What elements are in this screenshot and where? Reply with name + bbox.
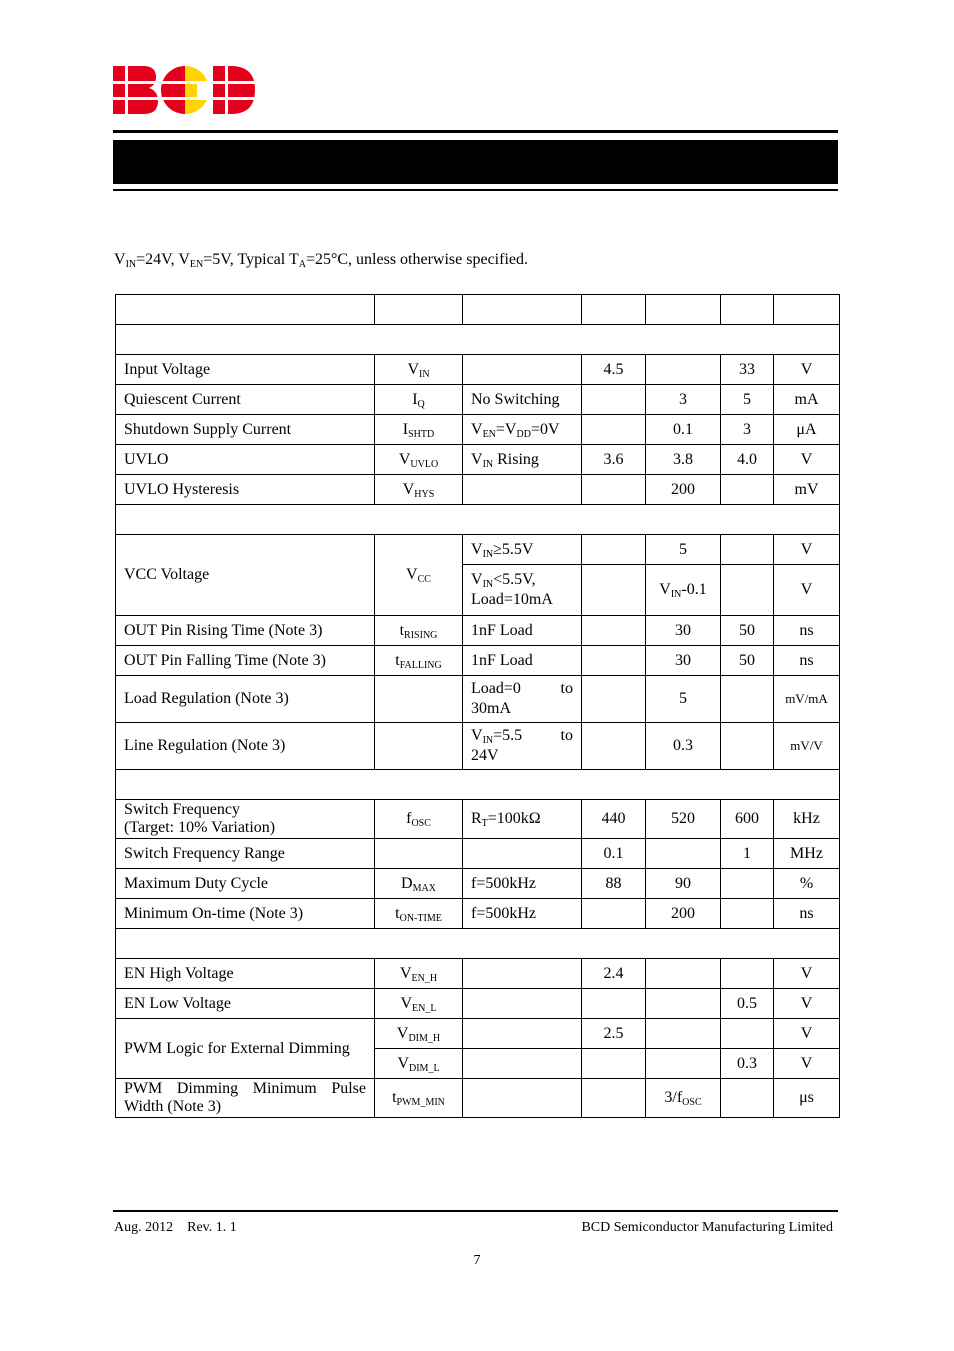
header-typ: [646, 295, 721, 325]
footer-rule: [113, 1210, 838, 1212]
subscript: IN: [482, 458, 494, 470]
cell-unit: kHz: [774, 800, 840, 839]
cell-max: [721, 899, 774, 929]
word: Pulse: [331, 1080, 366, 1097]
cell-symbol: [375, 839, 463, 869]
header-max: [721, 295, 774, 325]
word: PWM: [124, 1080, 163, 1097]
cell-conditions: $V_{IN}\ge 5.5V$: [463, 535, 582, 565]
cell-min: 440: [582, 800, 646, 839]
cell-min: [582, 616, 646, 646]
cell-max: [721, 869, 774, 899]
cell-max: 5: [721, 385, 774, 415]
cell-conditions: $R_T=100k\Omega$: [463, 800, 582, 839]
footer-company: BCD Semiconductor Manufacturing Limited: [581, 1220, 833, 1235]
cell-parameter: Switch Frequency (Target: 10% Variation): [116, 800, 375, 839]
table-row: [116, 646, 840, 676]
header-rule: [113, 130, 838, 133]
subscript: IN: [419, 368, 430, 380]
cell-typ: 3.8: [646, 445, 721, 475]
logo-letter-c: [161, 66, 211, 114]
footer-date: Aug. 2012: [114, 1220, 174, 1235]
logo-letter-b: [113, 66, 158, 114]
cell-max: 0.3: [721, 1049, 774, 1079]
cell-parameter: PWM Logic for External Dimming: [116, 1019, 375, 1079]
cell-parameter: Input Voltage: [116, 355, 375, 385]
cell-conditions: f=500kHz: [463, 899, 582, 929]
cell-max: [721, 723, 774, 770]
cell-parameter: Minimum On-time (Note 3): [116, 899, 375, 929]
cell-parameter: Line Regulation (Note 3): [116, 723, 375, 770]
subscript: Q: [417, 398, 425, 410]
cell-typ: [646, 1019, 721, 1049]
subscript: IN: [482, 579, 494, 590]
cell-conditions: $V_{EN}=V_{DD}=0V$: [463, 415, 582, 445]
cell-parameter: Switch Frequency Range: [116, 839, 375, 869]
cell-unit: V: [774, 445, 840, 475]
subscript: A: [298, 259, 306, 270]
cell-typ: [646, 989, 721, 1019]
cell-symbol: $V_{EN\_L}$: [375, 989, 463, 1019]
header-underline: [113, 189, 838, 191]
cell-parameter: OUT Pin Rising Time (Note 3): [116, 616, 375, 646]
cell-unit: V: [774, 355, 840, 385]
subscript: IN: [482, 548, 494, 560]
subscript: IN: [125, 259, 137, 270]
cell-symbol: $f_{OSC}$: [375, 800, 463, 839]
cell-typ: [646, 355, 721, 385]
word: to: [560, 680, 573, 697]
word: $V_{IN}=5.5$: [471, 727, 523, 746]
cell-symbol: $D_{MAX}$: [375, 869, 463, 899]
cell-unit: MHz: [774, 839, 840, 869]
cell-typ: [646, 959, 721, 989]
subscript: EN_H: [411, 972, 438, 984]
cell-unit: %: [774, 869, 840, 899]
subscript: RISING: [404, 629, 438, 641]
cell-conditions: [463, 1079, 582, 1118]
cell-symbol: $V_{EN\_H}$: [375, 959, 463, 989]
cell-max: 1: [721, 839, 774, 869]
cell-typ: 0.1: [646, 415, 721, 445]
cell-typ: 5: [646, 535, 721, 565]
subscript: DIM_L: [409, 1062, 440, 1074]
cell-conditions: [463, 989, 582, 1019]
cell-unit: mV/V: [774, 723, 840, 770]
cell-min: [582, 723, 646, 770]
cell-unit: V: [774, 959, 840, 989]
cell-typ: 5: [646, 676, 721, 723]
cell-min: 2.5: [582, 1019, 646, 1049]
justified-line: [471, 679, 573, 699]
word: Minimum: [252, 1080, 317, 1097]
cell-min: 2.4: [582, 959, 646, 989]
cell-symbol: $V_{HYS}$: [375, 475, 463, 505]
cell-conditions: 1nF Load: [463, 646, 582, 676]
cell-symbol: [375, 723, 463, 770]
table-row: [116, 355, 840, 385]
cell-min: [582, 1079, 646, 1118]
cell-unit: V: [774, 565, 840, 616]
cell-conditions: No Switching: [463, 385, 582, 415]
section-row: [116, 505, 840, 535]
header-parameter: [116, 295, 375, 325]
cell-conditions: [463, 959, 582, 989]
cell-max: [721, 676, 774, 723]
table-row: [116, 385, 840, 415]
cell-unit: V: [774, 989, 840, 1019]
cell-max: [721, 535, 774, 565]
bcd-logo: [113, 66, 255, 114]
table-row: [116, 616, 840, 646]
table-row: [116, 535, 840, 565]
cell-min: 0.1: [582, 839, 646, 869]
cell-min: [582, 535, 646, 565]
cell-conditions: $V_{IN}=5.5$ to 24V: [463, 723, 582, 770]
subscript: OSC: [682, 1097, 702, 1108]
table-row: [116, 475, 840, 505]
cell-min: [582, 989, 646, 1019]
cell-min: [582, 385, 646, 415]
cell-parameter: Shutdown Supply Current: [116, 415, 375, 445]
cell-min: [582, 676, 646, 723]
cell-min: [582, 646, 646, 676]
cell-max: [721, 565, 774, 616]
section-label: [116, 929, 840, 959]
logo-letter-d: [213, 66, 255, 114]
cell-unit: μs: [774, 1079, 840, 1118]
cell-unit: mV/mA: [774, 676, 840, 723]
cell-typ: $3/f_{OSC}$: [646, 1079, 721, 1118]
subscript: EN: [189, 259, 204, 270]
cell-unit: mV: [774, 475, 840, 505]
subscript: DD: [516, 428, 531, 440]
cell-typ: [646, 839, 721, 869]
cell-max: 50: [721, 616, 774, 646]
cell-symbol: $V_{CC}$: [375, 535, 463, 616]
cell-min: 3.6: [582, 445, 646, 475]
cell-symbol: $t_{ON-TIME}$: [375, 899, 463, 929]
table-row: [116, 1079, 840, 1118]
table-header-row: [116, 295, 840, 325]
cell-max: [721, 959, 774, 989]
cell-unit: V: [774, 1019, 840, 1049]
cell-min: [582, 565, 646, 616]
subscript: EN: [482, 428, 496, 440]
cell-symbol: $t_{PWM\_MIN}$: [375, 1079, 463, 1118]
cell-typ: 520: [646, 800, 721, 839]
cell-conditions: [463, 475, 582, 505]
cell-conditions: [463, 355, 582, 385]
cell-max: 3: [721, 415, 774, 445]
cell-typ: 30: [646, 616, 721, 646]
subscript: SHTD: [408, 428, 435, 440]
section-row: [116, 770, 840, 800]
table-row: [116, 415, 840, 445]
cell-typ: 200: [646, 899, 721, 929]
cell-max: 50: [721, 646, 774, 676]
subscript: T: [481, 818, 488, 829]
subscript: IN: [482, 735, 494, 746]
footer-revision: Rev. 1. 1: [187, 1220, 237, 1235]
header-conditions: [463, 295, 582, 325]
word: Load=0: [471, 680, 521, 697]
cell-parameter: UVLO: [116, 445, 375, 475]
word: to: [560, 727, 573, 744]
cell-unit: V: [774, 535, 840, 565]
section-label: [116, 505, 840, 535]
cell-conditions: [463, 839, 582, 869]
cell-unit: mA: [774, 385, 840, 415]
cell-min: [582, 899, 646, 929]
cell-unit: μA: [774, 415, 840, 445]
table-row: [116, 723, 840, 770]
cell-symbol: $t_{FALLING}$: [375, 646, 463, 676]
cell-max: 4.0: [721, 445, 774, 475]
subscript: CC: [417, 574, 431, 585]
cell-symbol: $I_{SHTD}$: [375, 415, 463, 445]
cell-typ: 90: [646, 869, 721, 899]
cell-unit: ns: [774, 899, 840, 929]
cell-unit: ns: [774, 616, 840, 646]
cell-min: 4.5: [582, 355, 646, 385]
table-row: [116, 869, 840, 899]
cell-parameter: EN Low Voltage: [116, 989, 375, 1019]
cell-conditions: 1nF Load: [463, 616, 582, 646]
electrical-characteristics-table: [115, 294, 840, 1118]
justified-line: [124, 1080, 366, 1098]
cell-symbol: $V_{IN}$: [375, 355, 463, 385]
cell-symbol: $t_{RISING}$: [375, 616, 463, 646]
cell-symbol: $I_Q$: [375, 385, 463, 415]
cell-min: [582, 1049, 646, 1079]
cell-max: [721, 1079, 774, 1118]
cell-max: [721, 1019, 774, 1049]
subscript: FALLING: [399, 659, 442, 671]
cell-typ: [646, 1049, 721, 1079]
cell-typ: 3: [646, 385, 721, 415]
section-row: [116, 929, 840, 959]
cell-min: 88: [582, 869, 646, 899]
cell-parameter: Load Regulation (Note 3): [116, 676, 375, 723]
cell-parameter: OUT Pin Falling Time (Note 3): [116, 646, 375, 676]
cell-symbol: $V_{DIM\_L}$: [375, 1049, 463, 1079]
word: Dimming: [176, 1080, 239, 1097]
cell-typ: 200: [646, 475, 721, 505]
section-row: [116, 325, 840, 355]
cell-parameter: EN High Voltage: [116, 959, 375, 989]
cell-parameter: Maximum Duty Cycle: [116, 869, 375, 899]
page-number: 7: [473, 1253, 481, 1268]
section-label: [116, 770, 840, 800]
cell-max: 0.5: [721, 989, 774, 1019]
subscript: OSC: [411, 818, 431, 829]
table-row: [116, 839, 840, 869]
cell-parameter: VCC Voltage: [116, 535, 375, 616]
cell-typ: $V_{IN}-0.1$: [646, 565, 721, 616]
table-row: [116, 989, 840, 1019]
footer-left: [114, 1220, 237, 1236]
table-row: [116, 1019, 840, 1049]
subscript: IN: [670, 589, 682, 600]
justified-line: [471, 726, 573, 746]
subscript: DIM_H: [408, 1032, 441, 1044]
cell-min: [582, 475, 646, 505]
subscript: MAX: [412, 882, 436, 894]
cell-typ: 30: [646, 646, 721, 676]
subscript: HYS: [414, 488, 435, 500]
table-row: [116, 445, 840, 475]
cell-max: [721, 475, 774, 505]
cell-conditions: Load=0 to 30mA: [463, 676, 582, 723]
subscript: ON-TIME: [399, 912, 442, 924]
cell-symbol: $V_{UVLO}$: [375, 445, 463, 475]
cell-typ: 0.3: [646, 723, 721, 770]
cell-conditions: [463, 1049, 582, 1079]
cell-parameter: PWM Dimming Minimum Pulse Width (Note 3): [116, 1079, 375, 1118]
cell-conditions: $V_{IN}$ Rising: [463, 445, 582, 475]
cell-parameter: UVLO Hysteresis: [116, 475, 375, 505]
header-band: [113, 140, 838, 184]
subscript: EN_L: [412, 1002, 437, 1014]
cell-max: 33: [721, 355, 774, 385]
cell-min: [582, 415, 646, 445]
header-unit: [774, 295, 840, 325]
cell-max: 600: [721, 800, 774, 839]
cell-conditions: $V_{IN}<5.5V$, Load=10mA: [463, 565, 582, 616]
section-label: [116, 325, 840, 355]
cell-conditions: f=500kHz: [463, 869, 582, 899]
subscript: PWM_MIN: [396, 1097, 445, 1108]
table-row: [116, 959, 840, 989]
table-row: [116, 800, 840, 839]
cell-unit: ns: [774, 646, 840, 676]
table-row: [116, 676, 840, 723]
subscript: UVLO: [410, 458, 439, 470]
cell-symbol: $V_{DIM\_H}$: [375, 1019, 463, 1049]
header-min: [582, 295, 646, 325]
cell-parameter: Quiescent Current: [116, 385, 375, 415]
cell-unit: V: [774, 1049, 840, 1079]
cell-symbol: [375, 676, 463, 723]
test-conditions: $V_{IN}=24V$, $V_{EN}=5V$, Typical $T_A=25^\circ C$, unless otherwise specified.: [114, 251, 528, 270]
header-symbol: [375, 295, 463, 325]
cell-conditions: [463, 1019, 582, 1049]
table-row: [116, 899, 840, 929]
